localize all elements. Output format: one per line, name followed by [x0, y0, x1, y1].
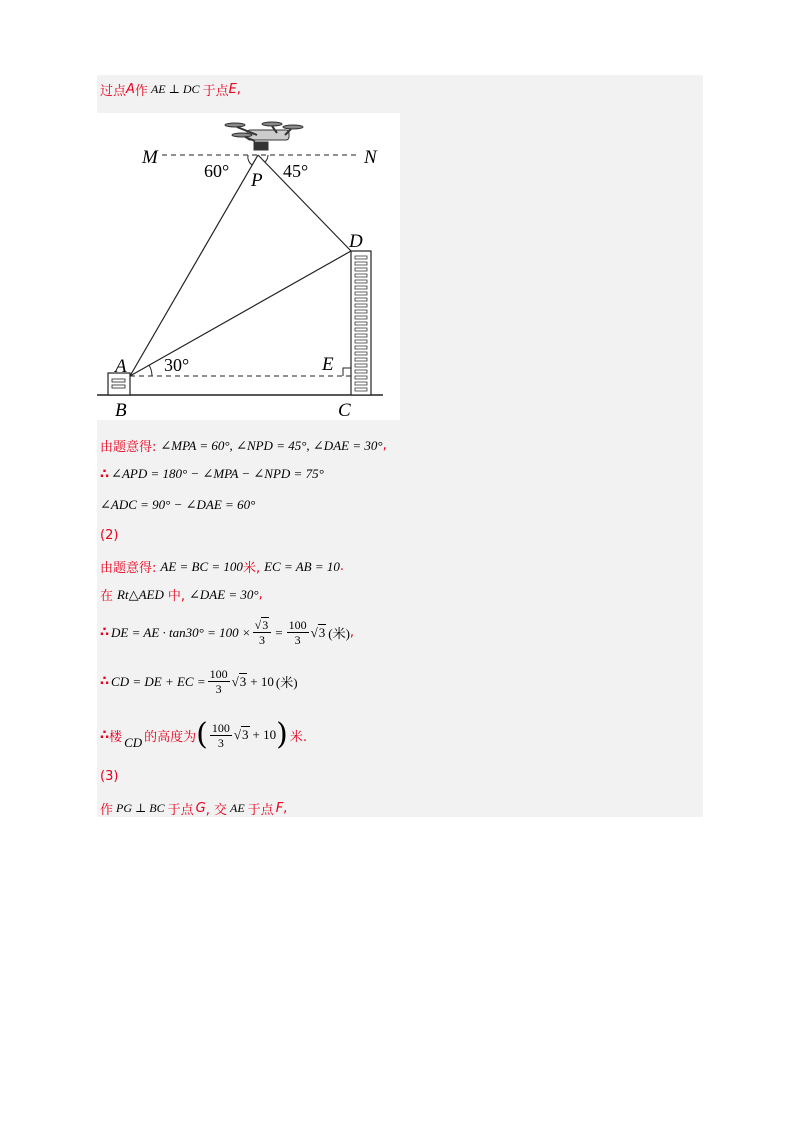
fraction: $\frac{100}{3}$: [288, 618, 307, 647]
math: EC = AB = 10: [264, 558, 340, 574]
part-3-heading: [100, 769, 118, 784]
text: 由题意得:: [100, 440, 157, 455]
text: ,: [382, 438, 387, 453]
label-N: N: [364, 147, 377, 168]
text: E: [228, 82, 237, 97]
math: + 10: [250, 673, 274, 689]
fraction: $\frac{√3}{3}$: [253, 618, 272, 647]
label-P: P: [251, 170, 263, 191]
building-CD: [351, 251, 371, 395]
math: + 10: [252, 727, 277, 742]
text: F: [275, 801, 284, 816]
therefore-symbol: ∴: [100, 674, 110, 689]
math: ∠APD = 180° − ∠MPA − ∠NPD = 75°: [111, 466, 324, 481]
text: ,: [283, 801, 288, 816]
therefore-symbol: ∴: [100, 727, 110, 743]
label-E: E: [322, 354, 334, 375]
right-angle-mark: [343, 368, 351, 376]
label-B: B: [115, 400, 127, 420]
math: =: [275, 624, 283, 640]
line-conclusion: [100, 717, 307, 752]
text: 中,: [167, 589, 185, 604]
math: AE ⊥ DC: [150, 82, 200, 96]
angle-label-60: 60°: [204, 161, 230, 181]
math: CD: [124, 735, 143, 750]
math: AE = BC = 100: [160, 558, 243, 574]
text: (3): [100, 769, 119, 784]
text: (2): [100, 528, 119, 543]
text: G: [195, 801, 206, 816]
fraction: $\frac{100}{3}$: [209, 667, 228, 696]
math: AE: [230, 801, 245, 815]
sqrt-3: √3: [231, 673, 247, 689]
text: A: [126, 82, 135, 97]
math: Rt△AED: [117, 586, 164, 602]
angle-label-30: 30°: [164, 355, 190, 375]
line-pg-perpendicular: [100, 799, 287, 818]
text: , 交: [205, 803, 227, 818]
text: 作: [100, 803, 114, 818]
label-D: D: [349, 231, 363, 252]
angle-label-45: 45°: [283, 161, 309, 181]
text: 于点: [202, 84, 229, 99]
line-right-triangle: [100, 585, 263, 604]
unit: (米): [275, 675, 298, 690]
label-C: C: [338, 400, 351, 420]
therefore-symbol: ∴: [100, 466, 110, 482]
line-angle-adc: [100, 497, 255, 513]
text: 作: [134, 84, 148, 99]
text: 于点: [247, 803, 274, 818]
text: 米.: [289, 729, 307, 745]
angle-arc-45: [265, 155, 268, 162]
math: DE = AE · tan30° = 100 ×: [111, 624, 251, 640]
math: ∠ADC = 90° − ∠DAE = 60°: [100, 497, 256, 512]
line-cd-calc: [100, 667, 298, 696]
text: 的高度为: [144, 729, 197, 745]
line-perpendicular: [100, 80, 241, 99]
line-angle-apd: [100, 466, 324, 482]
text: 由题意得:: [100, 561, 157, 576]
drone-icon: [225, 122, 303, 150]
sqrt-3: √3: [310, 624, 326, 640]
text: ,: [258, 587, 263, 602]
paren: ): [276, 717, 288, 752]
unit: (米): [328, 626, 350, 641]
angle-arc-30: [149, 365, 152, 376]
part-2-heading: [100, 528, 118, 543]
angle-arc-60: [248, 155, 252, 165]
line-PA: [130, 155, 258, 376]
math: ∠DAE = 30°: [188, 586, 259, 602]
math: PG ⊥ BC: [116, 801, 165, 815]
text: ,: [236, 82, 241, 97]
text: ,: [349, 625, 355, 640]
label-A: A: [115, 356, 127, 377]
therefore-symbol: ∴: [100, 625, 110, 640]
sqrt-3: √3: [233, 727, 249, 742]
paren: (: [196, 717, 208, 752]
text: 米,: [242, 561, 261, 576]
line-de-calc: [100, 618, 354, 647]
text: 于点: [167, 803, 194, 818]
line-given-lengths: [100, 557, 344, 576]
geometry-diagram: [97, 113, 400, 420]
text: 在: [100, 589, 114, 604]
text: 过点: [100, 84, 127, 99]
label-M: M: [142, 147, 158, 168]
text: 楼: [109, 729, 123, 745]
diagram-svg: [97, 113, 400, 420]
math: ∠MPA = 60°, ∠NPD = 45°, ∠DAE = 30°: [160, 437, 383, 453]
math: CD = DE + EC =: [111, 673, 206, 689]
line-given-angles: [100, 436, 387, 455]
text: .: [339, 559, 345, 574]
fraction: $\frac{100}{3}$: [211, 720, 230, 750]
